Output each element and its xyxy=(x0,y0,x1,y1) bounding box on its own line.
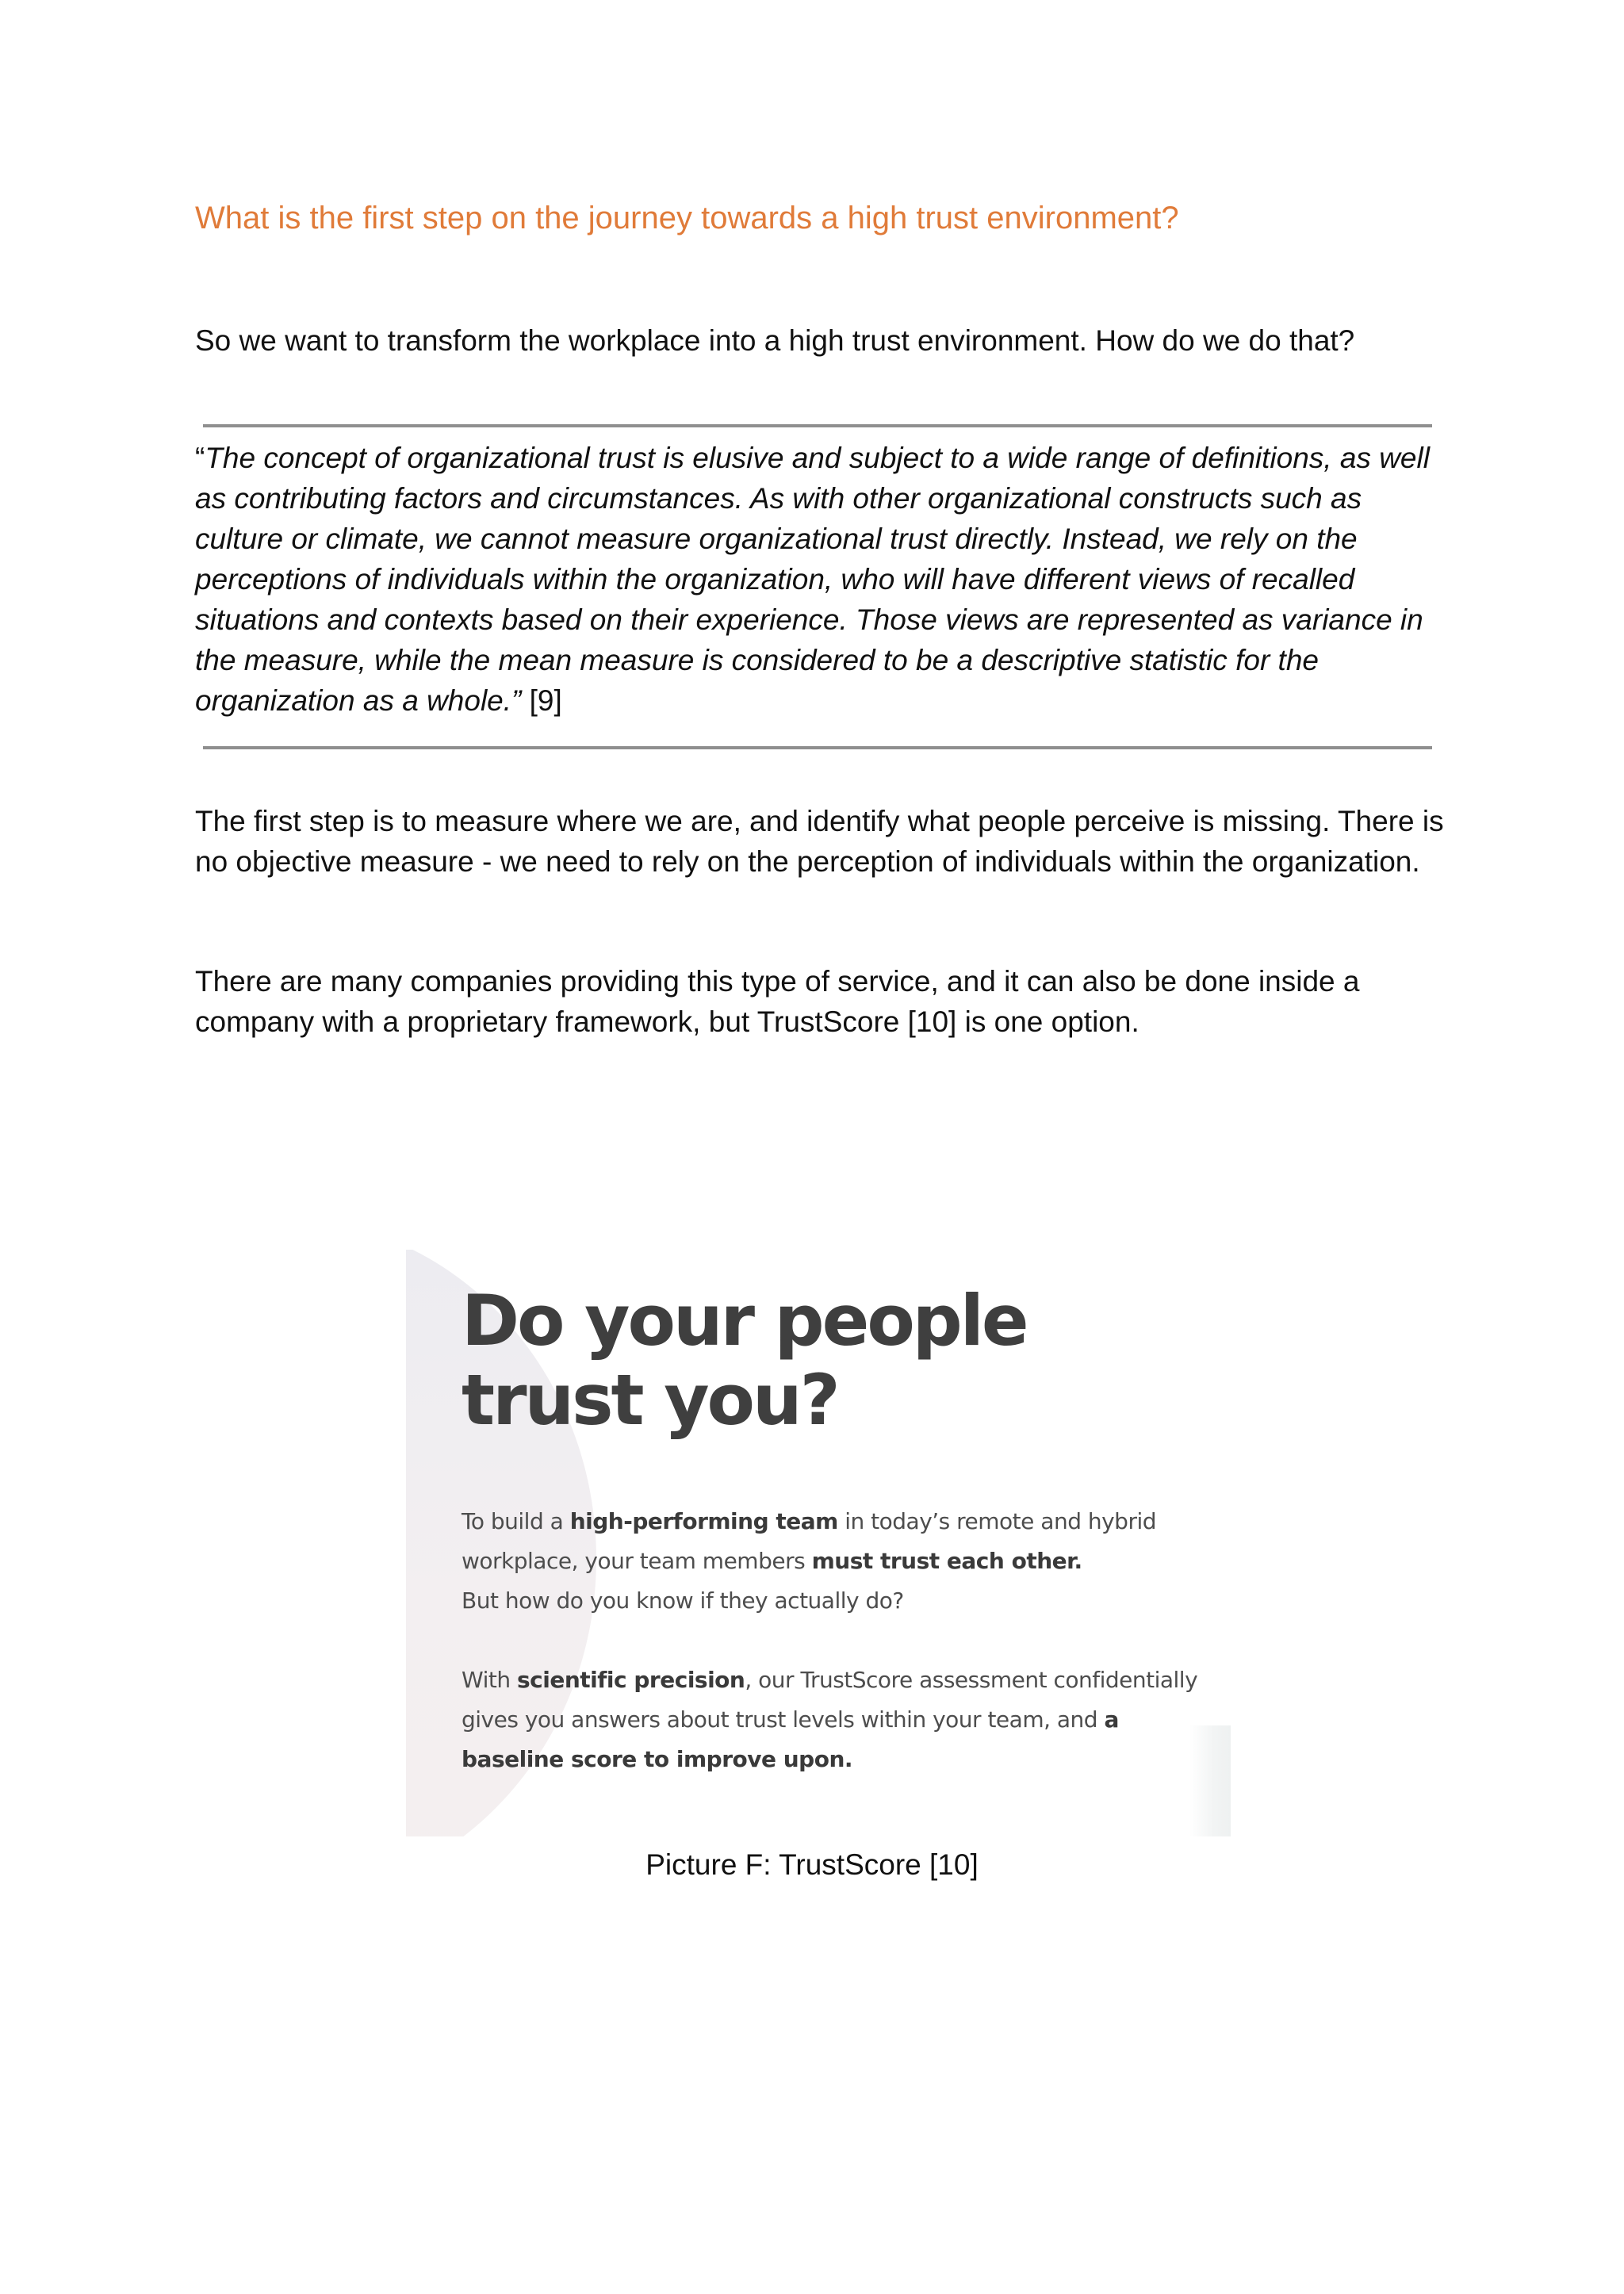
first-step-paragraph: The first step is to measure where we are, and identify what people perceive is missing. There is no objective measure - we need to rely on the perception of individuals within the organization. xyxy=(195,805,1444,878)
quote-top-divider xyxy=(203,424,1432,427)
quote-open-mark: “ xyxy=(195,442,205,474)
picture-text-block-1 xyxy=(462,1502,1207,1621)
picture-text-1-bold-b: must trust each other. xyxy=(811,1548,1082,1574)
block-quote xyxy=(195,438,1448,721)
picture-text-1-bold-a: high-performing team xyxy=(569,1508,838,1534)
picture-text-2-bold-b: a baseline score to improve upon. xyxy=(462,1706,1119,1772)
companies-paragraph: There are many companies providing this type of service, and it can also be done inside a company with a proprietary framework, but TrustScore [10] is one option. xyxy=(195,965,1360,1038)
picture-text-2a: With xyxy=(462,1667,517,1693)
quote-close-mark: ” xyxy=(511,684,522,717)
picture-text-2b: , our TrustScore assessment confidentially gives you answers about trust levels within your team, and xyxy=(462,1667,1198,1733)
intro-paragraph: So we want to transform the workplace into a high trust environment. How do we do that? xyxy=(195,324,1355,357)
picture-text-block-2 xyxy=(462,1660,1207,1779)
quote-bottom-divider xyxy=(203,746,1432,749)
picture-title-line1: Do your people xyxy=(462,1280,1027,1361)
quote-citation: [9] xyxy=(521,684,562,717)
picture-text-1c: But how do you know if they actually do? xyxy=(462,1587,904,1614)
picture-caption: Picture F: TrustScore [10] xyxy=(645,1848,979,1881)
picture-text-2-bold-a: scientific precision xyxy=(516,1667,745,1693)
section-heading: What is the first step on the journey towards a high trust environment? xyxy=(195,201,1179,236)
picture-text-1b: in today’s remote and hybrid workplace, your team members xyxy=(462,1508,1157,1574)
picture-title-line2: trust you? xyxy=(462,1359,838,1441)
quote-text: The concept of organizational trust is elusive and subject to a wide range of definitions, as well as contributing factors and circumstances. As with other organizational constructs such as culture or climate, we cannot measure organizational trust directly. Instead, we rely on the perceptions of individuals within the organization, who will have different views of recalled situations and contexts based on their experience. Those views are represented as variance in the measure, while the mean measure is considered to be a descriptive statistic for the organization as a whole. xyxy=(195,442,1430,717)
trustscore-picture xyxy=(406,1250,1231,1836)
picture-title xyxy=(462,1281,1175,1440)
picture-text-1a: To build a xyxy=(462,1508,570,1534)
